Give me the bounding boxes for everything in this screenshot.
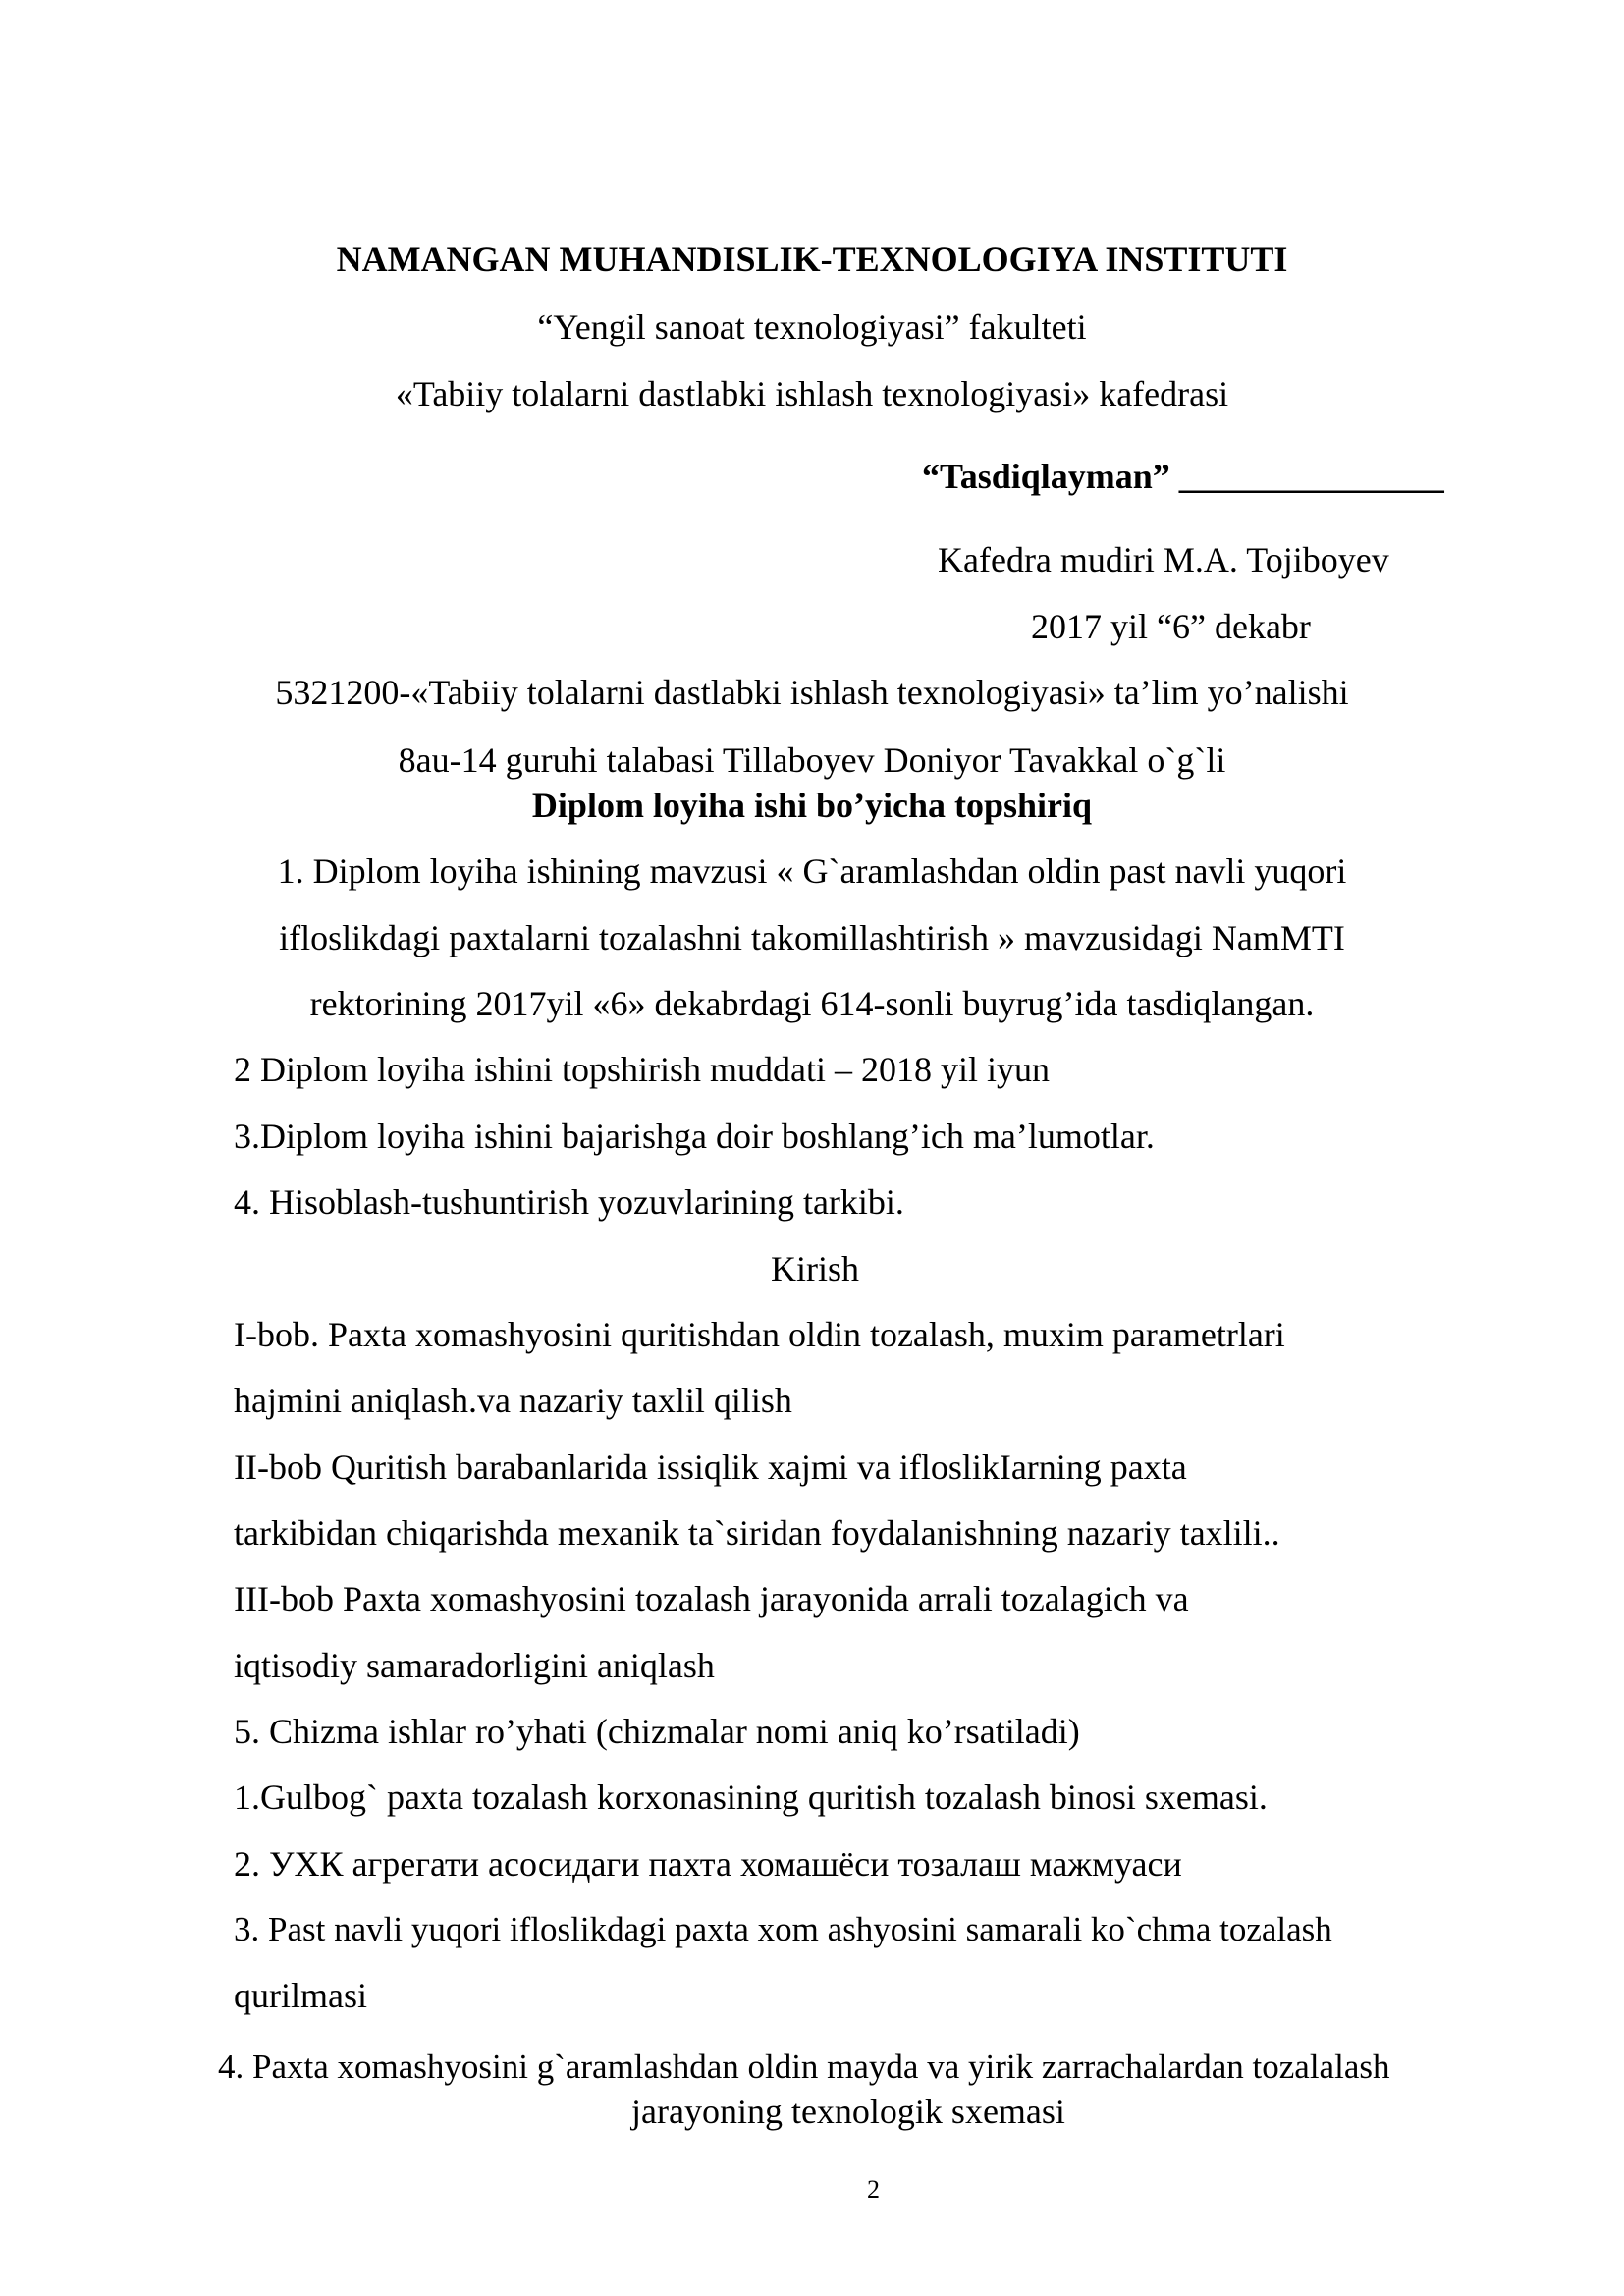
- item3-initial-data: 3.Diplom loyiha ishini bajarishga doir boshlang’ich ma’lumotlar.: [234, 1117, 1155, 1156]
- chapter3-line1: III-bob Paxta xomashyosini tozalash jarayonida arrali tozalagich va: [234, 1579, 1189, 1618]
- drawing1: 1.Gulbog` paxta tozalash korxonasining quritish tozalash binosi sxemasi.: [234, 1777, 1268, 1817]
- approval-date: 2017 yil “6” dekabr: [1031, 607, 1311, 646]
- study-direction: 5321200-«Tabiiy tolalarni dastlabki ishlash texnologiyasi» ta’lim yo’nalishi: [275, 673, 1349, 712]
- faculty-name: “Yengil sanoat texnologiyasi” fakulteti: [537, 307, 1087, 347]
- drawing2: 2. УХК агрегати асосидаги пахта хомашёси тозалаш мажмуаси: [234, 1844, 1182, 1884]
- institute-name: NAMANGAN MUHANDISLIK-TEXNOLOGIYA INSTITUTI: [336, 240, 1288, 279]
- department-head: Kafedra mudiri M.A. Tojiboyev: [938, 540, 1389, 579]
- drawing3-line2: qurilmasi: [234, 1976, 367, 2015]
- page-number: 2: [867, 2175, 880, 2204]
- item5-drawings: 5. Chizma ishlar ro’yhati (chizmalar nomi aniq ko’rsatiladi): [234, 1712, 1080, 1751]
- chapter2-line2: tarkibidan chiqarishda mexanik ta`siridan foydalanishning nazariy taxlili..: [234, 1513, 1280, 1553]
- item4-contents: 4. Hisoblash-tushuntirish yozuvlarining tarkibi.: [234, 1182, 904, 1222]
- drawing4-line1: 4. Paxta xomashyosini g`aramlashdan oldin mayda va yirik zarrachalardan tozalalash: [218, 2048, 1390, 2086]
- chapter2-line1: II-bob Quritish barabanlarida issiqlik xajmi va ifloslikIarning paxta: [234, 1448, 1187, 1487]
- approval-line: “Tasdiqlayman” _______________: [922, 457, 1444, 496]
- drawing4-line2: jarayoning texnologik sxemasi: [631, 2092, 1065, 2131]
- drawing3-line1: 3. Past navli yuqori ifloslikdagi paxta xom ashyosini samarali ko`chma tozalash: [234, 1910, 1332, 1948]
- item1-line2: ifloslikdagi paxtalarni tozalashni takomillashtirish » mavzusidagi NamMTI: [279, 918, 1345, 957]
- student-info: 8au-14 guruhi talabasi Tillaboyev Doniyor Tavakkal o`g`li: [398, 740, 1226, 780]
- chapter1-line1: I-bob. Paxta xomashyosini quritishdan oldin tozalash, muxim parametrlari: [234, 1315, 1285, 1354]
- item1-line1: 1. Diplom loyiha ishining mavzusi « G`aramlashdan oldin past navli yuqori: [277, 851, 1347, 891]
- item1-line3: rektorining 2017yil «6» dekabrdagi 614-sonli buyrug’ida tasdiqlangan.: [309, 984, 1315, 1023]
- task-title: Diplom loyiha ishi bo’yicha topshiriq: [531, 786, 1093, 825]
- chapter1-line2: hajmini aniqlash.va nazariy taxlil qilish: [234, 1381, 792, 1420]
- item2-deadline: 2 Diplom loyiha ishini topshirish muddati – 2018 yil iyun: [234, 1050, 1051, 1089]
- contents-intro: Kirish: [771, 1249, 859, 1288]
- chapter3-line2: iqtisodiy samaradorligini aniqlash: [234, 1646, 715, 1685]
- department-name: «Tabiiy tolalarni dastlabki ishlash texnologiyasi» kafedrasi: [395, 374, 1229, 413]
